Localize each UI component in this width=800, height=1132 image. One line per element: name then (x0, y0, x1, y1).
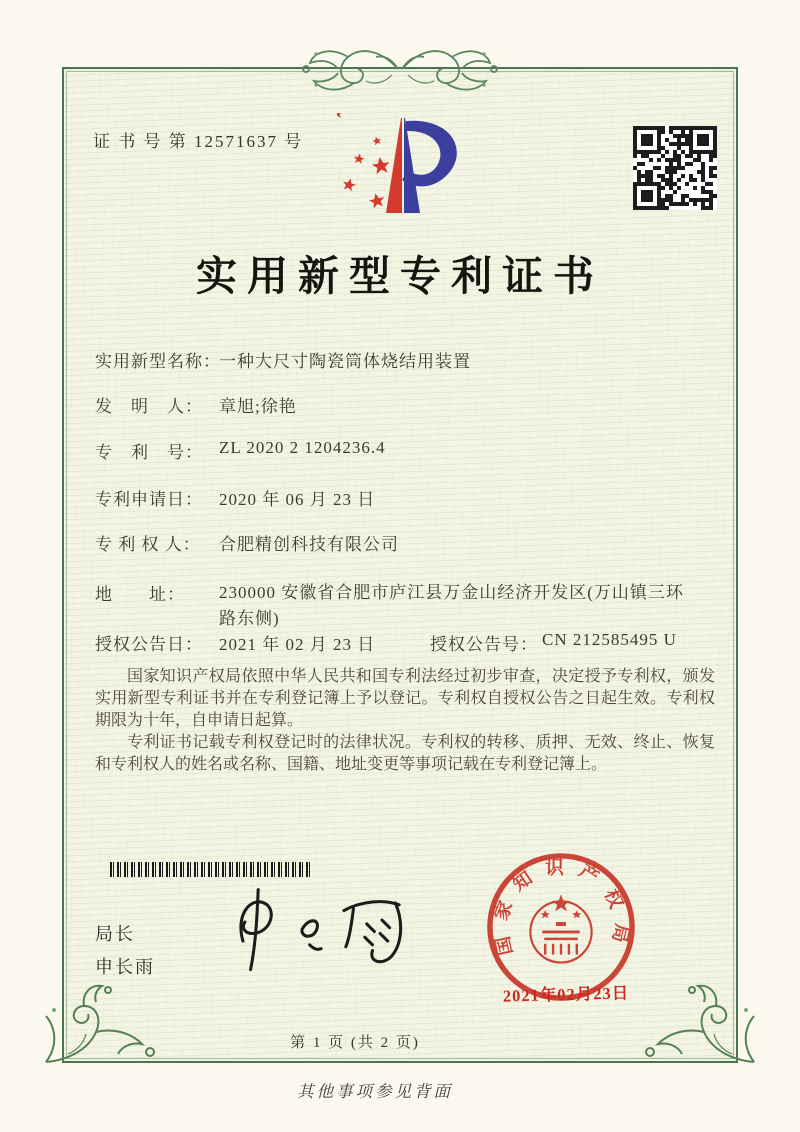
field-value: 2021 年 02 月 23 日 (219, 635, 376, 654)
director-name: 申长雨 (95, 957, 155, 977)
field-value: 2020 年 06 月 23 日 (219, 490, 376, 509)
field-patent-number (95, 438, 386, 463)
field-label: 专利申请日： (95, 490, 203, 509)
top-flourish-ornament (280, 39, 520, 97)
legal-text (95, 666, 715, 776)
field-label: 专 利 号： (95, 443, 203, 462)
cnipa-logo (337, 113, 471, 217)
field-address (95, 580, 689, 633)
field-value: 合肥精创科技有限公司 (219, 535, 399, 554)
director-signature (222, 882, 422, 982)
back-side-note: 其他事项参见背面 (297, 1082, 453, 1101)
field-label: 专 利 权 人： (95, 535, 201, 554)
barcode (110, 862, 310, 877)
field-value: 章旭;徐艳 (219, 397, 297, 416)
seal-text: 国家知识产权局 (489, 857, 633, 958)
bottom-left-flourish-ornament (38, 980, 178, 1070)
qr-code (633, 126, 717, 210)
seal-date: 2021年02月23日 (502, 983, 630, 1006)
page-number: 第 1 页 (共 2 页) (290, 1035, 420, 1051)
certificate-title: 实用新型专利证书 (196, 253, 604, 299)
field-value: CN 212585495 U (542, 630, 677, 649)
certificate-number: 证 书 号 第 12571637 号 (93, 132, 304, 151)
field-grant-number (430, 630, 677, 655)
field-grant-date (95, 630, 375, 655)
field-label: 地 址： (95, 585, 185, 604)
field-value: 230000 安徽省合肥市庐江县万金山经济开发区(万山镇三环路东侧) (219, 583, 684, 629)
field-label: 发 明 人： (95, 397, 203, 416)
field-patentee (95, 530, 399, 555)
legal-paragraph-1: 国家知识产权局依照中华人民共和国专利法经过初步审查，决定授予专利权，颁发实用新型专利证书并在专利登记簿上予以登记。专利权自授权公告之日起生效。专利权期限为十年，自申请日起算。 (95, 668, 715, 729)
field-label: 授权公告日： (95, 635, 203, 654)
director-title: 局长 (95, 924, 135, 944)
field-inventor (95, 392, 297, 417)
field-filing-date (95, 485, 375, 510)
field-label: 实用新型名称： (95, 352, 221, 371)
field-value: 一种大尺寸陶瓷筒体烧结用装置 (219, 352, 471, 371)
legal-paragraph-2: 专利证书记载专利权登记时的法律状况。专利权的转移、质押、无效、终止、恢复和专利权人的姓名或名称、国籍、地址变更等事项记载在专利登记簿上。 (95, 734, 715, 773)
national-emblem (530, 894, 591, 962)
field-label: 授权公告号： (430, 635, 538, 654)
field-value: ZL 2020 2 1204236.4 (219, 438, 386, 457)
field-utility-model-name (95, 347, 471, 372)
